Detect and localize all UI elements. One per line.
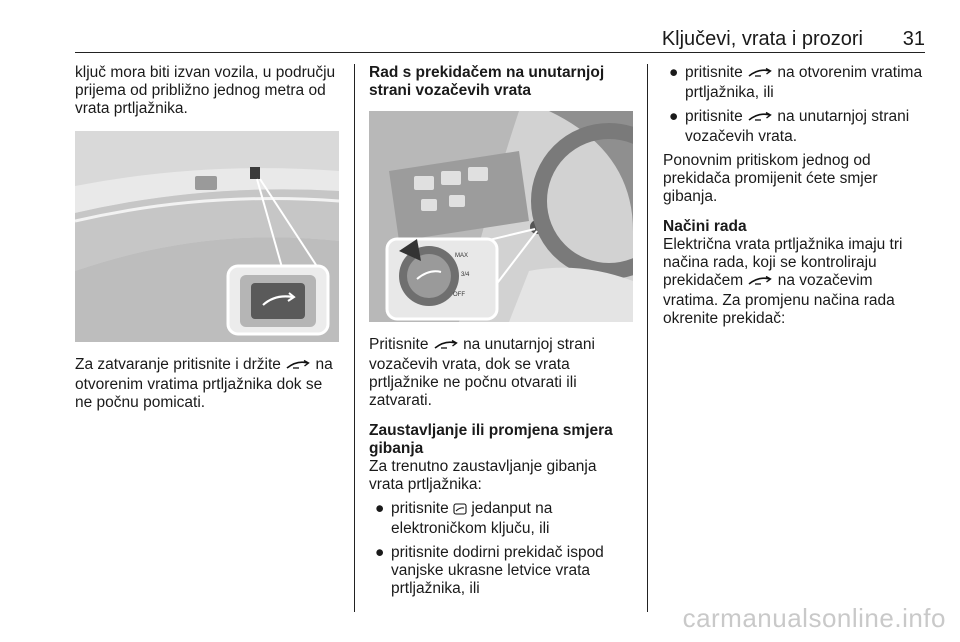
column-middle-body [369, 336, 634, 598]
column-left [75, 64, 340, 118]
switch-label-max: MAX [455, 253, 469, 259]
modes-heading: Načini rada [663, 218, 747, 235]
page-number: 31 [902, 28, 925, 50]
tailgate-illustration [75, 131, 339, 342]
tailgate-icon [747, 274, 773, 292]
stop-heading: Zaustavljanje ili promjena smjera gibanja [369, 422, 613, 457]
column-divider [354, 64, 355, 612]
tailgate-icon [433, 338, 459, 356]
switch-label-off: OFF [453, 292, 465, 298]
modes-paragraph: Električna vrata prtljažnika imaju tri načina rada, koji se kontroliraju prekidačem na vozačevim vratima. Za promjenu načina rada okrenite prekidač: [663, 236, 903, 327]
page-header [75, 26, 925, 53]
bullet: ● [669, 108, 679, 125]
column-divider [647, 64, 648, 612]
bullet: ● [375, 544, 385, 561]
list-item: ● pritisnite jedanput na elektroničkom ključu, ili [375, 500, 553, 537]
watermark: carmanualsonline.info [682, 603, 946, 633]
bullet: ● [669, 64, 679, 81]
bullet: ● [375, 500, 385, 517]
tailgate-icon [285, 358, 311, 376]
tailgate-icon [747, 110, 773, 128]
switch-label-34: 3/4 [461, 272, 470, 278]
column-right [663, 64, 928, 328]
driver-door-switch-illustration [369, 111, 633, 322]
tailgate-icon [747, 66, 773, 84]
tailgate-key-icon [453, 502, 467, 520]
list-item: ● pritisnite dodirni prekidač ispod vanjske ukrasne letvice vrata prtljažnika, ili [375, 544, 604, 597]
reverse-paragraph: Ponovnim pritiskom jednog od prekidača promijenit ćete smjer gibanja. [663, 152, 878, 205]
list-item: ● pritisnite na otvorenim vratima prtljažnika, ili [669, 64, 923, 101]
list-item: ● pritisnite na unutarnjoj strani vozačevih vrata. [669, 108, 910, 145]
intro-paragraph: ključ mora biti izvan vozila, u području prijema od približno jednog metra od vrata prtljažnika. [75, 64, 336, 117]
close-instruction: Za zatvaranje pritisnite i držite na otvorenim vratima prtljažnika dok se ne počnu pomicati. [75, 356, 333, 411]
stop-paragraph: Za trenutno zaustavljanje gibanja vrata prtljažnika: [369, 458, 597, 493]
column-middle [369, 64, 634, 100]
section-heading: Rad s prekidačem na unutarnjoj strani vozačevih vrata [369, 64, 605, 99]
press-paragraph: Pritisnite na unutarnjoj strani vozačevih vrata, dok se vrata prtljažnike ne počnu otvarati ili zatvarati. [369, 336, 595, 409]
header-title: Ključevi, vrata i prozori [661, 28, 863, 50]
